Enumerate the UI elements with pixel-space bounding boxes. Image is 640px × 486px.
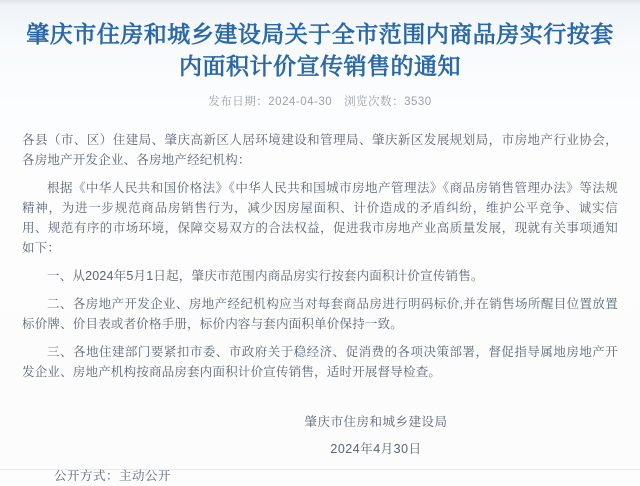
item-1-paragraph: 一、从2024年5月1日起，肇庆市范围内商品房实行按套内面积计价宣传销售。 [47,269,484,283]
publish-meta [0,93,640,109]
disclosure-value: 主动公开 [119,469,172,483]
item-3-paragraph: 三、各地住建部门要紧扣市委、市政府关于稳经济、促消费的各项决策部署，督促指导属地房地产开发企业、房地产机构按商品房套内面积计价宣传销售，适时开展督导检查。 [22,345,618,379]
views-label: 浏览次数： [344,96,405,108]
recipients-paragraph: 各县（市、区）住建局、肇庆高新区人居环境建设和管理局、肇庆新区发展规划局，市房地产行业协会，各房地产开发企业、各房地产经纪机构： [22,133,618,167]
legal-basis-paragraph: 根据《中华人民共和国价格法》《中华人民共和国城市房地产管理法》《商品房销售管理办法》等法规精神，为进一步规范商品房销售行为，减少因房屋面积、计价造成的矛盾纠纷，维护公平竞争、诚实信用、规范有序的市场环境，保障交易双方的合法权益，促进我市房地产业高质量发展，现就有关事项通知如下： [22,181,618,255]
signature-block [56,412,640,459]
title-line-2: 内面积计价宣传销售的通知 [179,53,461,79]
views-count: 3530 [404,96,432,108]
issuing-authority: 肇庆市住房和城乡建设局 [304,415,448,429]
disclosure-label: 公开方式： [54,469,120,483]
page-title [0,0,640,82]
notice-body [0,130,640,382]
title-line-1: 肇庆市住房和城乡建设局关于全市范围内商品房实行按套 [26,21,614,47]
publish-date-value: 2024-04-30 [268,96,333,108]
disclosure-method [0,466,640,486]
issue-date: 2024年4月30日 [330,442,422,456]
item-2-paragraph: 二、各房地产开发企业、房地产经纪机构应当对每套商品房进行明码标价,并在销售场所醒目位置放置标价牌、价目表或者价格手册，标价内容与套内面积单价保持一致。 [22,297,618,331]
publish-date-label: 发布日期： [208,96,269,108]
